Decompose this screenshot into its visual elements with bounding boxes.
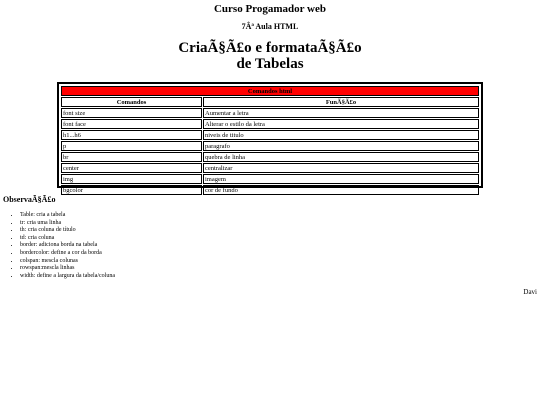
list-item: • th: cria coluna de título	[20, 227, 115, 235]
commands-table	[60, 85, 480, 196]
table-row	[61, 141, 479, 151]
table-row	[61, 108, 479, 118]
table-header-row	[61, 97, 479, 107]
list-item: • colspan: mescla colunas	[20, 258, 115, 266]
table-row	[61, 163, 479, 173]
table-caption: Comandos html	[61, 86, 479, 96]
list-item: • tr: cria uma linha	[20, 220, 115, 228]
list-item: • border: adiciona borda na tabela	[20, 242, 115, 250]
main-heading-line-2: de Tabelas	[236, 56, 304, 72]
list-item: • width: define a largura da tabela/coluna	[20, 273, 115, 281]
main-heading-line-1: CriaÃ§Ã£o e formataÃ§Ã£o	[178, 40, 362, 56]
list-item: • bordercolor: define a cor da borda	[20, 250, 115, 258]
commands-table-frame	[57, 82, 483, 194]
main-heading	[0, 40, 540, 72]
column-header-commands: Comandos	[61, 97, 202, 107]
command-cell: font size	[61, 108, 202, 118]
function-cell: Alterar o estilo da letra	[203, 119, 479, 129]
command-cell: br	[61, 152, 202, 162]
command-cell: img	[61, 174, 202, 184]
table-row	[61, 130, 479, 140]
command-cell: center	[61, 163, 202, 173]
command-cell: p	[61, 141, 202, 151]
author-name: Davi	[523, 288, 537, 296]
observations-heading: ObservaÃ§Ã£o	[3, 195, 56, 204]
table-caption-row	[61, 86, 479, 96]
function-cell: quebra de linha	[203, 152, 479, 162]
list-item: • td: cria coluna	[20, 235, 115, 243]
command-cell: font face	[61, 119, 202, 129]
function-cell: niveis de titulo	[203, 130, 479, 140]
list-item: • Table: cria a tabela	[20, 212, 115, 220]
page-title: Curso Progamador web	[213, 3, 327, 15]
function-cell: paragrafo	[203, 141, 479, 151]
table-row	[61, 119, 479, 129]
function-cell: cor de fundo	[203, 185, 479, 195]
table-row	[61, 185, 479, 195]
function-cell: centralizar	[203, 163, 479, 173]
column-header-function: FunÃ§Ã£o	[203, 97, 479, 107]
lesson-subtitle: 7Âª Aula HTML	[241, 22, 299, 31]
command-cell: h1...h6	[61, 130, 202, 140]
function-cell: imagem	[203, 174, 479, 184]
table-row	[61, 152, 479, 162]
command-cell: bgcolor	[61, 185, 202, 195]
table-row	[61, 174, 479, 184]
observations-list	[0, 212, 115, 280]
function-cell: Aumentar a letra	[203, 108, 479, 118]
list-item: • rowspan:mescla linhas	[20, 265, 115, 273]
